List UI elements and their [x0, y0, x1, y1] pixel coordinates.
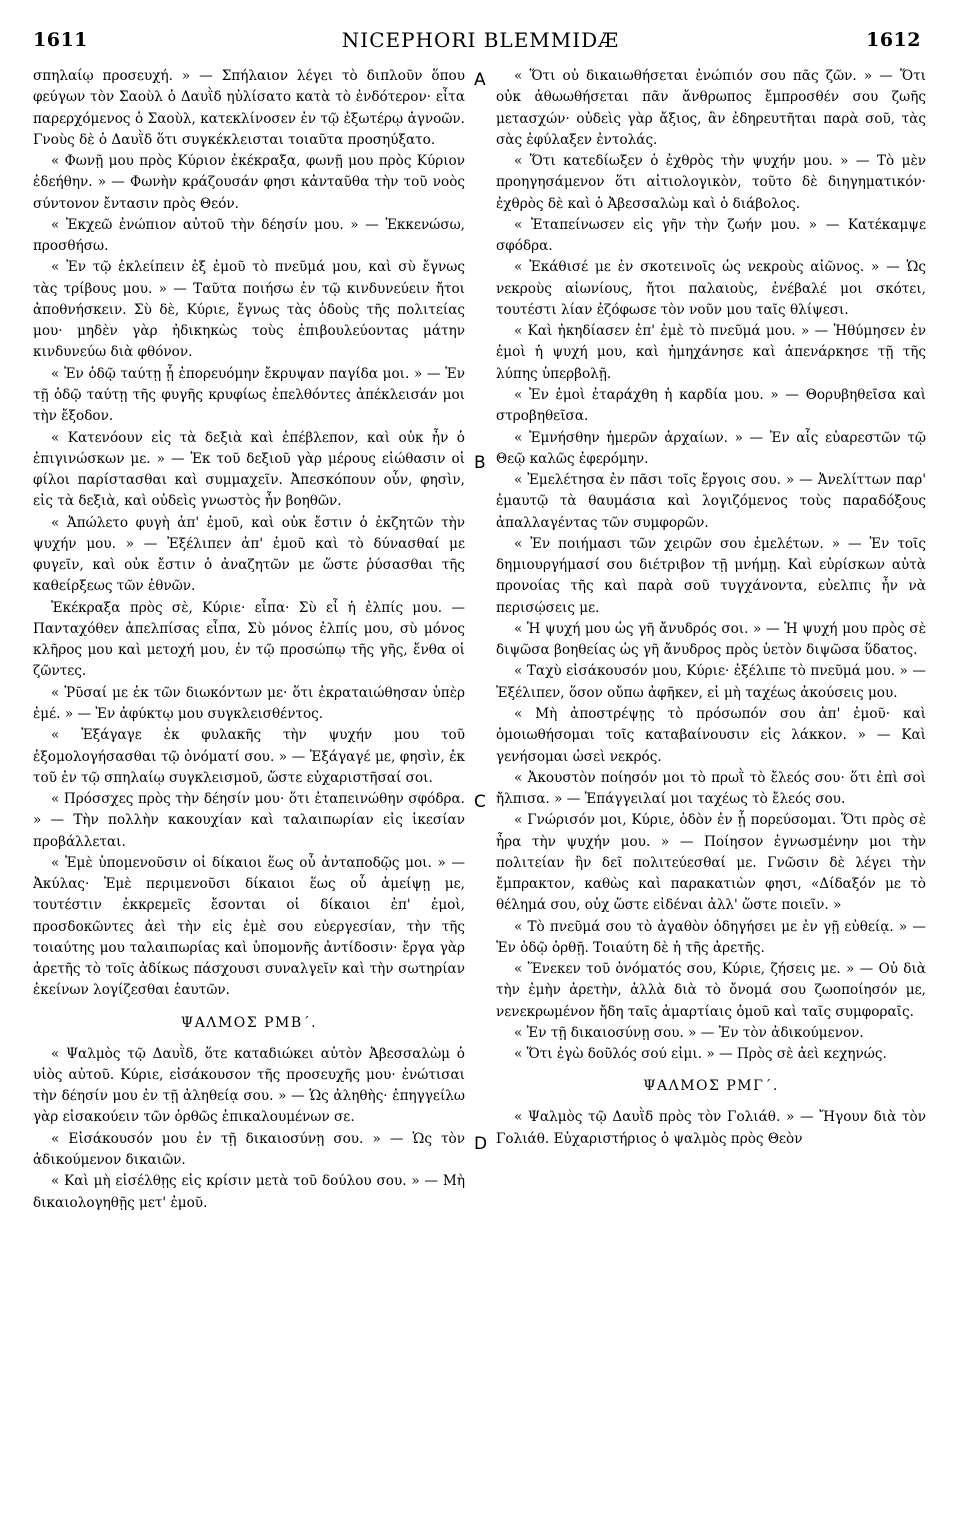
right-page-number: 1612 [866, 29, 921, 51]
right-paragraph: « Ἐν τῇ δικαιοσύνῃ σου. » — Ἐν τὸν ἀδικούμενον. [514, 1024, 864, 1041]
left-paragraph: « Πρόσσχες πρὸς τὴν δέησίν μου· ὅτι ἐταπεινώθην σφόδρα. » — Τὴν πολλὴν κακουχίαν καὶ ταλαιπωρίαν εἰς ἱκεσίαν προβάλλεται. [33, 791, 465, 850]
left-paragraph: « Κατενόουν εἰς τὰ δεξιὰ καὶ ἐπέβλεπον, καὶ οὐκ ἦν ὁ ἐπιγινώσκων με. » — Ἐκ τοῦ δεξιοῦ γὰρ μέρους εἰώθασιν οἱ φίλοι παρίστασθαι καὶ συμμαχεῖν. Ἀπεσκόπουν οὖν, φησὶν, εἰς τὰ δεξιὰ, καὶ οὐδεὶς γνωστὸς ἦν βοηθῶν. [33, 429, 465, 510]
right-paragraph: « Ἐμνήσθην ἡμερῶν ἀρχαίων. » — Ἐν αἷς εὐαρεστῶν τῷ Θεῷ καλῶς ἐφερόμην. [496, 429, 926, 467]
right-paragraph: « Ἐκάθισέ με ἐν σκοτεινοῖς ὡς νεκροὺς αἰῶνος. » — Ὡς νεκροὺς αἰωνίους, ἤτοι παλαιοὺς, ἐνέβαλέ μοι σκότει, τουτέστι λίαν ἐζόφωσε τὸν νοῦν μου ταῖς θλίψεσι. [496, 259, 926, 318]
left-paragraph: « Ψαλμὸς τῷ Δαυῒδ, ὅτε καταδιώκει αὐτὸν Ἀβεσσαλὼμ ὁ υἱὸς αὐτοῦ. Κύριε, εἰσάκουσον τῆς προσευχῆς μου· ἐνώτισαι τὴν δέησίν μου ἐν τῇ ἀληθείᾳ σου. » — Ὡς ἀληθὴς· ἐπηγγείλω γὰρ εἰσακούειν τῶν ὀρθῶς ἐπικαλουμένων σε. [33, 1045, 465, 1126]
right-paragraph: « Ἐν ἐμοὶ ἐταράχθη ἡ καρδία μου. » — Θορυβηθεῖσα καὶ στροβηθεῖσα. [496, 386, 926, 425]
running-title: NICEPHORI BLEMMIDÆ [341, 28, 620, 52]
right-paragraph: « Ψαλμὸς τῷ Δαυῒδ πρὸς τὸν Γολιάθ. » — Ἤγουν διὰ τὸν Γολιάθ. Εὐχαριστήριος ὁ ψαλμὸς πρὸς Θεὸν [496, 1109, 926, 1147]
right-paragraph: « Ἐμελέτησα ἐν πᾶσι τοῖς ἔργοις σου. » — Ἀνελίττων παρ' ἐμαυτῷ τὰ θαυμάσια καὶ λογιζόμενος τοὺς παραδόξους ἀπαλλαγέντας τῶν συμφορῶν. [496, 472, 926, 531]
right-column [496, 66, 926, 1150]
left-paragraph: « Ἐν τῷ ἐκλείπειν ἐξ ἐμοῦ τὸ πνεῦμά μου, καὶ σὺ ἔγνως τὰς τρίβους μου. » — Ταῦτα ποιήσω ἐν τῷ κινδυνεύειν ἤτοι ἀποθνήσκειν. Σὺ δὲ, Κύριε, ἔγνως τὰς ὁδοὺς τῆς πολιτείας μου· μηδὲν γὰρ ἠδικηκὼς τοὺς ἐπιβουλεύοντας μάτην κινδυνεύω διὰ φθόνον. [33, 259, 465, 361]
section-marker-d: D [474, 1134, 488, 1154]
left-paragraph: σπηλαίῳ προσευχή. » — Σπήλαιον λέγει τὸ διπλοῦν ὅπου φεύγων τὸν Σαοὺλ ὁ Δαυῒδ ηὐλίσατο κατὰ τὸ ἐνδότερον· εἶτα παρερχόμενος ὁ Σαοὺλ, κατεκλίνοσεν ἐν τῷ ἐξωτέρῳ ἀγνοῶν. Γνοὺς δὲ ὁ Δαυῒδ ὅτι συγκέκλεισται τοιαῦτα προσηύξατο. [33, 68, 465, 148]
right-paragraph: « Ὅτι ἐγὼ δοῦλός σού εἰμι. » — Πρὸς σὲ ἀεὶ κεχηνώς. [514, 1046, 887, 1063]
right-psalm-heading: ΨΑΛΜΟΣ ΡΜΓ΄. [643, 1078, 779, 1095]
left-paragraph: « Ῥῦσαί με ἐκ τῶν διωκόντων με· ὅτι ἐκραταιώθησαν ὑπὲρ ἐμέ. » — Ἐν ἀφύκτῳ μου συγκλεισθέντος. [33, 684, 465, 722]
right-paragraph: « Τὸ πνεῦμά σου τὸ ἀγαθὸν ὁδηγήσει με ἐν γῇ εὐθείᾳ. » — Ἐν ὁδῷ ὀρθῇ. Τοιαύτη δὲ ἡ τῆς ἀρετῆς. [496, 918, 926, 956]
left-psalm-heading: ΨΑΛΜΟΣ ΡΜΒ΄. [180, 1014, 318, 1031]
left-paragraph: « Ἐκχεῶ ἐνώπιον αὐτοῦ τὴν δέησίν μου. » — Ἐκκενώσω, προσθήσω. [33, 216, 465, 255]
page-header [0, 0, 961, 50]
right-paragraph: « Ὅτι κατεδίωξεν ὁ ἐχθρὸς τὴν ψυχήν μου. » — Τὸ μὲν προηγησάμενον ὅτι αἰτιολογικὸν, τοῦτο δὲ διηγηματικόν· ἐχθρὸς δὲ καὶ ὁ Ἀβεσσαλὼμ καὶ ὁ διάβολος. [496, 153, 926, 212]
section-marker-c: C [474, 792, 486, 812]
right-paragraph: « Ὅτι οὐ δικαιωθήσεται ἐνώπιόν σου πᾶς ζῶν. » — Ὅτι οὐκ ἀθωωθήσεται πᾶν ἄνθρωπος ἔμπροσθέν σου ζωῆς μετασχών· οὐδεὶς γὰρ ἄξιος, ἂν ἐδηρευτῆται παρὰ σοῦ, τὰς σὰς ἐφύλαξεν ἐντολάς. [496, 68, 926, 148]
section-marker-b: B [474, 453, 486, 473]
right-paragraph: « Ἕνεκεν τοῦ ὀνόματός σου, Κύριε, ζήσεις με. » — Οὐ διὰ τὴν ἐμὴν ἀρετὴν, ἀλλὰ διὰ τὸ ὄνομά σου ζωοποίησόν με, νενεκρωμένον ἤδη ταῖς ἁμαρτίαις ὁμοῦ καὶ ταῖς συμφοραῖς. [496, 961, 926, 1020]
right-paragraph: « Καὶ ἠκηδίασεν ἐπ' ἐμὲ τὸ πνεῦμά μου. » — Ἠθύμησεν ἐν ἐμοὶ ἡ ψυχή μου, καὶ ἠμηχάνησε καὶ ἀπενάρκησε τῇ τῆς λύπης ὑπερβολῇ. [496, 323, 926, 382]
right-paragraph: « Ταχὺ εἰσάκουσόν μου, Κύριε· ἐξέλιπε τὸ πνεῦμά μου. » — Ἐξέλιπεν, ὅσον οὔπω ἀφῆκεν, εἰ μὴ ταχέως ἀκούσεις μου. [496, 663, 926, 701]
right-paragraph: « Μὴ ἀποστρέψῃς τὸ πρόσωπόν σου ἀπ' ἐμοῦ· καὶ ὁμοιωθήσομαι τοῖς καταβαίνουσιν εἰς λάκκον. » — Καὶ γενήσομαι ὡσεὶ νεκρός. [496, 705, 926, 765]
left-paragraph: Ἐκέκραξα πρὸς σὲ, Κύριε· εἶπα· Σὺ εἶ ἡ ἐλπίς μου. — Πανταχόθεν ἀπελπίσας εἶπα, Σὺ μόνος ἐλπίς μου, σὺ μόνος κλῆρος μου καὶ μετοχή μου, ἐν τῷ προσώπῳ τῆς γῆς, ἔνθα οἱ ζῶντες. [33, 599, 465, 680]
right-paragraph: « Ἐν ποιήμασι τῶν χειρῶν σου ἐμελέτων. » — Ἐν τοῖς δημιουργήμασί σου διέτριβον τῇ μνήμῃ. Καὶ εὑρίσκων αὐτὰ προνοίας τῆς καὶ παρὰ σοῦ τυγχάνοντα, εὐελπις ἦν νὰ περισῴσεις με. [496, 535, 926, 616]
left-paragraph: « Ἀπώλετο φυγὴ ἀπ' ἐμοῦ, καὶ οὐκ ἔστιν ὁ ἐκζητῶν τὴν ψυχήν μου. » — Ἐξέλιπεν ἀπ' ἐμοῦ καὶ τὸ δύνασθαί με φυγεῖν, καὶ οὐκ ἔστιν ὁ ἀναζητῶν με ὥστε ῥύσασθαι τῆς καθείρξεως τῶν ἐθνῶν. [33, 514, 465, 595]
left-paragraph: « Ἐμὲ ὑπομενοῦσιν οἱ δίκαιοι ἕως οὗ ἀνταποδῷς μοι. » — Ἀκύλας· Ἐμὲ περιμενοῦσι δίκαιοι ἕως οὗ ἀμείψῃ με, τουτέστιν ἐκκρεμεῖς ἔσονται οἱ δίκαιοι ἐπ' ἐμοὶ, προσδοκῶντες ἀεὶ τὴν εἰς ἐμὲ σου εὐεργεσίαν, τὴν τῆς τοιαύτης μου ταλαιπωρίας καὶ ὑπομονῆς ἀντίδοσιν· ἔργα γὰρ ἀρετῆς τὸ τοῖς ἀδίκως πάσχουσι συναλγεῖν καὶ τὴν σωτηρίαν ἐκείνων λογίζεσθαι ἑαυτῶν. [33, 854, 465, 999]
left-paragraph: « Εἰσάκουσόν μου ἐν τῇ δικαιοσύνῃ σου. » — Ὡς τὸν ἀδικούμενον δικαιῶν. [33, 1130, 465, 1169]
left-column [33, 66, 465, 1214]
left-paragraph: « Ἐξάγαγε ἐκ φυλακῆς τὴν ψυχήν μου τοῦ ἐξομολογήσασθαι τῷ ὀνόματί σου. » — Ἐξάγαγέ με, φησὶν, ἐκ τοῦ ἐν τῷ σπηλαίῳ συγκλεισμοῦ, ὥστε εὐχαριστῆσαί σοι. [33, 727, 465, 786]
left-page-number: 1611 [33, 29, 88, 51]
right-paragraph: « Ἀκουστὸν ποίησόν μοι τὸ πρωῒ τὸ ἔλεός σου· ὅτι ἐπὶ σοὶ ἤλπισα. » — Ἐπάγγειλαί μοι ταχέως τὸ ἔλεός σου. [496, 769, 926, 808]
right-paragraph: « Γνώρισόν μοι, Κύριε, ὁδὸν ἐν ᾗ πορεύσομαι. Ὅτι πρὸς σὲ ἦρα τὴν ψυχήν μου. » — Ποίησον ἐγνωσμένην μοι τὴν πολιτείαν ἣν δεῖ πολιτεύεσθαί με. Γνῶσιν δὲ λέγει τὴν ἔμπρακτον, καθὼς καὶ παρακατιὼν φησι, «Δίδαξόν με τὸ θέλημά σου, οὐχ ὥστε εἰδέναι ἀλλ' ὥστε ποιεῖν. » [496, 812, 926, 914]
section-marker-a: A [474, 70, 486, 90]
left-paragraph: « Καὶ μὴ εἰσέλθῃς εἰς κρίσιν μετὰ τοῦ δούλου σου. » — Μὴ δικαιολογηθῇς μετ' ἐμοῦ. [33, 1173, 465, 1211]
left-paragraph: « Ἐν ὁδῷ ταύτῃ ᾗ ἐπορευόμην ἔκρυψαν παγίδα μοι. » — Ἐν τῇ ὁδῷ ταύτῃ τῆς φυγῆς κρυφίως ἐπελθόντες ἀπέκλεισάν μοι τὴν ἔξοδον. [33, 365, 465, 425]
left-paragraph: « Φωνῇ μου πρὸς Κύριον ἐκέκραξα, φωνῇ μου πρὸς Κύριον ἐδεήθην. » — Φωνὴν κράζουσάν φησι κἀνταῦθα τὴν τοῦ νοὸς σύντονον ἔντασιν πρὸς Θεόν. [33, 153, 465, 212]
right-paragraph: « Ἡ ψυχή μου ὡς γῆ ἄνυδρός σοι. » — Ἡ ψυχή μου πρὸς σὲ διψῶσα βοηθείας ὡς γῆ ἄνυδρος πρὸς ὑετὸν διψῶσα ὕδατος. [496, 620, 926, 659]
right-paragraph: « Ἐταπείνωσεν εἰς γῆν τὴν ζωήν μου. » — Κατέκαμψε σφόδρα. [496, 216, 926, 255]
